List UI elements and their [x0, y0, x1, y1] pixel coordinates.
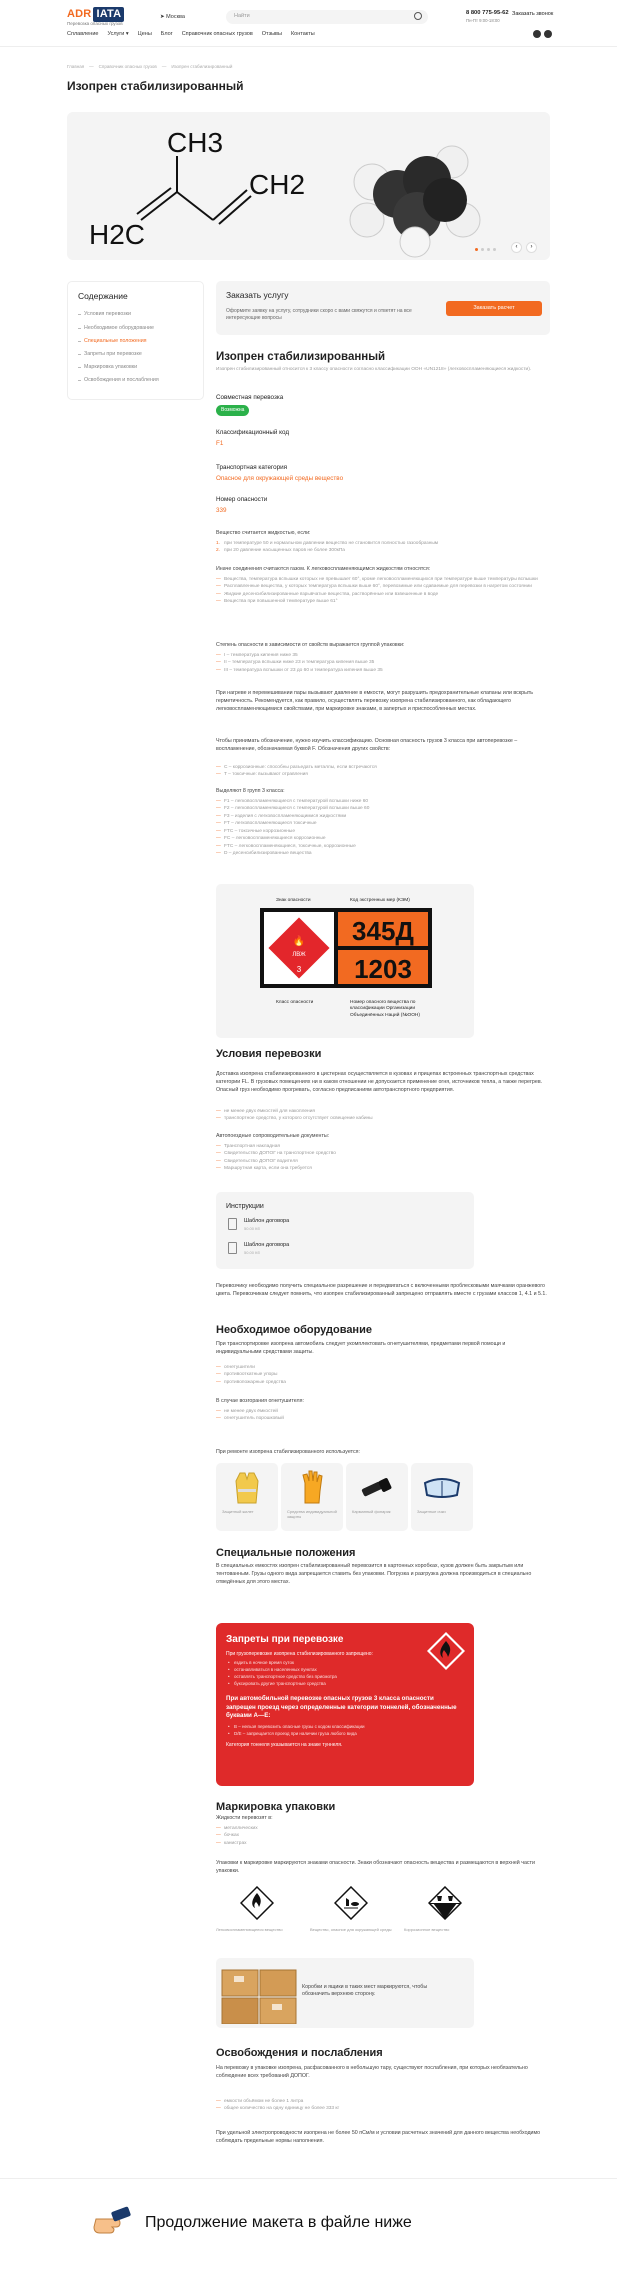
continuation-banner: [0, 2178, 617, 2275]
code-label: Код экстренных мер (КЭМ): [350, 898, 410, 903]
list-item: — I – температура кипения ниже 35: [216, 653, 298, 658]
toc-item-active[interactable]: Специальные положения: [78, 335, 193, 348]
liquid-title: Вещество считается жидкостью, если:: [216, 530, 311, 536]
list-item: — огнетушитель порошковый: [216, 1416, 284, 1422]
list-item: — FC – легковоспламеняющиеся коррозионные: [216, 836, 326, 842]
telegram-icon[interactable]: [544, 30, 552, 38]
marking-text: Упаковки к маркировке маркируются знаками опасности. Знаки обозначают опасность вещества и размещаются в верхней части упаковки.: [216, 1860, 535, 1874]
list-item: — металлических: [216, 1826, 258, 1831]
fire-list: [216, 1408, 550, 1423]
class-label-caption: Класс опасности: [276, 1000, 314, 1005]
vest-icon: [234, 1471, 260, 1505]
phone-number[interactable]: 8 800 775-95-62: [466, 10, 509, 16]
location-icon: ➤: [160, 14, 167, 20]
nav-item[interactable]: Блог: [160, 31, 173, 37]
exemptions-after: При удельной электропроводности изопрена не более 50 пСм/м и условии расчетных значений для данного вещества необходимо соблюдать предельные нормы наполнения.: [216, 2130, 541, 2144]
tagline: Перевозка опасных грузов: [67, 21, 123, 26]
exemptions-title: Освобождения и послабления: [216, 2047, 383, 2059]
list-item: • ездить в ночное время суток: [226, 1660, 464, 1667]
nav-item[interactable]: Цены: [137, 31, 152, 37]
list-item: — F3 – изделия с легковоспламеняющимися жидкостями: [216, 813, 347, 819]
order-calculation-button[interactable]: Заказать расчет: [446, 301, 542, 316]
hazard-number-label: Номер опасности: [216, 496, 268, 503]
instructions-title: Инструкции: [226, 1203, 264, 1210]
list-item: — F1 – легковоспламеняющиеся с температурой вспышки ниже 60: [216, 799, 369, 804]
list-item: — общее количество на одну единицу не более 333 кг: [216, 2106, 340, 2112]
list-item: — емкости объёмом не более 1 литра: [216, 2099, 304, 2104]
list-item: — противооткатные упоры: [216, 1372, 278, 1378]
flashlight-icon: [360, 1475, 394, 1501]
callback-link[interactable]: Заказать звонок: [512, 11, 554, 17]
equipment-card: Защитный жилет: [216, 1463, 278, 1531]
ball-model: [350, 146, 480, 257]
list-item: — Расплавленные вещества, у которых температура вспышки выше 60°, перевозимые или сдаваемые для перевозки в нагретом состоянии: [216, 584, 532, 590]
liquid-list: [216, 540, 550, 555]
danger-list: [216, 764, 550, 779]
slider-dot[interactable]: [475, 248, 478, 251]
breadcrumb-item: Изопрен стабилизированный: [171, 64, 233, 69]
subgroups-title: Выделяют 8 групп 3 класса:: [216, 788, 285, 794]
table-of-contents: [67, 281, 204, 400]
hazard-sign-card: Коррозионное вещество: [404, 1886, 494, 1932]
corrosive-sign-icon: [428, 1886, 462, 1920]
equipment-card: Карманный фонарик: [346, 1463, 408, 1531]
order-service-card: [216, 281, 550, 335]
working-hours: Пн-Пт 9:00-18:00: [466, 18, 500, 23]
formula-right: CH2: [249, 169, 306, 200]
nav-item[interactable]: Справочник опасных грузов: [181, 31, 253, 37]
category-label: Транспортная категория: [216, 464, 288, 471]
marking-title: Маркировка упаковки: [216, 1801, 336, 1813]
list-item: 2. при 20 давление насыщенных паров не более 300кПа: [216, 548, 345, 554]
social-links: [533, 30, 552, 38]
page-title: Изопрен стабилизированный: [67, 79, 244, 93]
list-item: — не менее двух ёмкостей для накопления: [216, 1109, 315, 1114]
marking-list: [216, 1825, 550, 1847]
city-selector[interactable]: ➤ Москва: [160, 14, 185, 20]
section-title: Изопрен стабилизированный: [216, 351, 386, 363]
documents-list: [216, 1143, 550, 1173]
marking-subtitle: Жидкости перевозят в:: [216, 1815, 273, 1821]
joint-label: Совместная перевозка: [216, 394, 284, 401]
other-list: [216, 576, 550, 606]
glove-icon: [299, 1469, 325, 1505]
toc-item[interactable]: Запреты при перевозке: [78, 348, 193, 361]
hazard-number-value: 339: [216, 507, 227, 514]
svg-text:3: 3: [296, 965, 302, 974]
equipment-title: Необходимое оборудование: [216, 1324, 372, 1336]
slider-dot[interactable]: [493, 248, 496, 251]
danger-text: Чтобы принимать обозначение, нужно изучить классификацию. Основная опасность грузов 3 класса при автоперевозке – воспламенение, обозначаемая буквой F. Обозначения других свойств:: [216, 738, 518, 752]
hazard-sign-card: Вещество, опасное для окружающей среды: [310, 1886, 400, 1932]
flammable-diamond-icon: [426, 1631, 466, 1671]
breadcrumb-item[interactable]: Главная: [67, 64, 85, 69]
class-label: Классификационный код: [216, 429, 289, 436]
list-item: — D – десенсибилизированные вещества: [216, 850, 312, 856]
kem-code: 345Д: [352, 916, 414, 946]
list-item: — FTC – легковоспламеняющиеся, токсичные, коррозионные: [216, 843, 356, 849]
site-header: [0, 0, 617, 47]
special-title: Специальные положения: [216, 1547, 356, 1559]
category-value: Опасное для окружающей среды вещество: [216, 475, 344, 482]
list-item: 1. при температуре 50 и нормальном давлении вещество не становится полностью газообразным: [216, 541, 439, 546]
download-link[interactable]: Шаблон договора: [244, 1218, 290, 1224]
order-title: Заказать услугу: [226, 290, 289, 300]
list-item: • B – нельзя перевозить опасные грузы с кодом классификации: [226, 1724, 464, 1731]
list-item: — Вещества, температура вспышки которых не превышает 60°, кроме легковоспламеняющихся при температуре выше температуры вспышки: [216, 577, 538, 582]
sign-label: Знак опасности: [276, 898, 311, 903]
un-number: 1203: [354, 954, 412, 984]
list-item: — FT – легковоспламеняющиеся токсичные: [216, 821, 317, 827]
other-title: Иначе соединения считаются газом. К легковоспламеняющимся жидкостям относятся:: [216, 566, 431, 572]
instructions-panel: [216, 1192, 474, 1269]
degree-list: [216, 652, 550, 674]
list-item: — Транспортная накладная: [216, 1144, 280, 1149]
cardboard-boxes-image: [220, 1962, 298, 2024]
equipment-card: Защитные очки: [411, 1463, 473, 1531]
list-item: — C – коррозионные: способны разъедать металлы, если встречаются: [216, 765, 377, 770]
toc-item[interactable]: Маркировка упаковки: [78, 361, 193, 374]
status-badge: Возможна: [216, 405, 249, 416]
hazard-sign-card: Легковоспламеняющееся вещество: [216, 1886, 306, 1932]
pointing-hand-icon: [90, 2201, 134, 2241]
main-nav: [67, 31, 315, 38]
file-size: 50.00 Кб: [244, 1250, 260, 1255]
list-item: • оставлять транспортное средство без присмотра: [226, 1674, 464, 1681]
environment-sign-icon: [334, 1886, 368, 1920]
equipment-card: Средства индивидуальной защиты: [281, 1463, 343, 1531]
file-size: 50.00 Кб: [244, 1226, 260, 1231]
list-item: • D/E – запрещается проезд при наличии груза любого вида: [226, 1731, 464, 1738]
download-link[interactable]: Шаблон договора: [244, 1242, 290, 1248]
list-item: — Вещества при повышенной температуре выше 61°: [216, 599, 338, 605]
slider-dot[interactable]: [481, 248, 484, 251]
goggles-icon: [423, 1473, 461, 1501]
svg-text:ЛВЖ: ЛВЖ: [292, 952, 306, 958]
list-item: — F2 – легковоспламеняющиеся с температурой вспышки выше 60: [216, 806, 370, 812]
box-marking-text: Коробки и ящики в таких мест маркируются, чтобы обозначить верхнюю сторону.: [302, 1984, 428, 1998]
list-item: — огнетушители: [216, 1365, 255, 1370]
conditions-text: Доставка изопрена стабилизированного в цистернах осуществляется в кузовах и прицепах встроенных транспортных средствах категории FL. В грузовых помещениях ни в каком отношении не допускается применение огня, источников тепла, а также перегрев. Опасный груз необходимо прогревать, согласно предписаниям автотранспортного предприятия.: [216, 1071, 543, 1093]
degree-title: Степень опасности в зависимости от свойств выражается группой упаковки:: [216, 642, 405, 648]
list-item: • останавливаться в населенных пунктах: [226, 1667, 464, 1674]
list-item: • буксировать другие транспортные средства: [226, 1681, 464, 1688]
list-item: — противопожарные средства: [216, 1379, 286, 1385]
document-icon: [228, 1218, 237, 1230]
list-item: — FTC – токсичные коррозионные: [216, 828, 296, 834]
nav-item[interactable]: Контакты: [290, 31, 315, 37]
documents-title: Автопоездные сопроводительные документы:: [216, 1133, 330, 1139]
list-item: — Свидетельство ДОПОГ на транспортное средство: [216, 1151, 336, 1157]
slider-prev-button[interactable]: ‹: [511, 242, 522, 253]
slider-dot[interactable]: [487, 248, 490, 251]
box-marking-panel: [216, 1958, 474, 2028]
formula-left: H2C: [89, 219, 146, 250]
tunnel-warning: При автомобильной перевозке опасных грузов 3 класса опасности запрещен проезд через определенные категории тоннелей, обозначенные буквами A—E:: [226, 1695, 457, 1719]
special-text: В специальных емкостях изопрен стабилизированный перевозится в картонных коробках, кузов должен быть закрытым или тентованным. Грузы одного вида запрещается ставить без упаковки. Погрузка и разгрузка должна производиться в специально отведённых для этого местах.: [216, 1563, 532, 1585]
nav-item[interactable]: Отзывы: [261, 31, 282, 37]
intro-text: Изопрен стабилизированный относится к 3 классу опасности согласно классификации ООН «UN1218» (легковоспламеняющиеся жидкости).: [216, 367, 532, 372]
flammable-sign-icon: [240, 1886, 274, 1920]
vapor-text: При нагреве и перемешивании пары вызывают давление в емкости, могут разрушить предохранительные клапаны или вскрыть герметичность. Рекомендуется, как правило, осуществлять перевозку изопрена стабилизированного, как обладающего легковоспламеняющимися свойствами, при маркировке знаками, в запертых и приспособленных местах.: [216, 690, 534, 712]
logo[interactable]: ADR IATA: [67, 7, 124, 22]
conditions-list: [216, 1108, 550, 1123]
toc-item[interactable]: Условия перевозки: [78, 308, 193, 321]
adr-plate: [260, 908, 432, 988]
toc-item[interactable]: Необходимое оборудование: [78, 322, 193, 335]
conditions-after: Перевозчику необходимо получить специальное разрешение и передвигаться с включенными проблесковыми маячками оранжевого цвета. Перевозчикам следует помнить, что изопрен стабилизированный запрещено отправлять вместе с грузами классов 1, 4.1 и 5.1.: [216, 1283, 547, 1297]
nav-item[interactable]: Услуги ▾: [107, 31, 129, 37]
breadcrumb-item[interactable]: Справочник опасных грузов: [98, 64, 157, 69]
list-item: — T – токсичные: вызывают отравления: [216, 772, 308, 778]
continuation-text: Продолжение макета в файле ниже: [145, 2214, 412, 2231]
list-item: — не менее двух ёмкостей: [216, 1409, 278, 1414]
bans-panel: Запреты при перевозке При грузоперевозке изопрена стабилизированного запрещено: • ездить в ночное время суток • останавливаться в населенных пунктах • оставлять транспортное средство без присмотра • буксировать другие транспортные средства При автомобильной перевозке опасных грузов 3 класса опасности запрещен проезд через определенные категории тоннелей, обозначенные буквами A—E: • B – нельзя перевозить опасные грузы с кодом классификации • D/E – запрещается проезд при наличии груза любого вида Категория тоннеля указывается на знаке туннеля.: [216, 1623, 474, 1786]
list-item: — Жидкие десенсибилизированные взрывчатые вещества, растворённые или взвешенные в воде: [216, 591, 439, 597]
list-item: — III – температура вспышки от 23 до 60 и температура кипения выше 35: [216, 667, 383, 673]
slider-next-button[interactable]: ›: [526, 242, 537, 253]
equipment-after: При ремонте изопрена стабилизированного используется:: [216, 1449, 360, 1455]
fire-title: В случае возгорания огнетушителя:: [216, 1398, 304, 1404]
toc-item[interactable]: Освобождения и послабления: [78, 374, 193, 387]
equipment-text: При транспортировке изопрена автомобиль следует укомплектовать огнетушителями, предметами первой помощи и индивидуальными средствами защиты.: [216, 1341, 506, 1355]
flame-icon: 🔥: [292, 936, 306, 947]
order-text: Оформите заявку на услугу, сотрудники скоро с вами свяжутся и ответят на все интересующие вопросы: [226, 308, 412, 322]
breadcrumb: Главная — Справочник опасных грузов — Изопрен стабилизированный: [67, 64, 233, 69]
document-icon: [228, 1242, 237, 1254]
whatsapp-icon[interactable]: [533, 30, 541, 38]
list-item: — бочках: [216, 1833, 240, 1839]
subgroups-list: [216, 798, 550, 857]
list-item: — II – температура вспышки ниже 23 и температура кипения выше 35: [216, 660, 375, 666]
class-value: F1: [216, 440, 224, 447]
formula-top: CH3: [167, 127, 224, 158]
list-item: — канистрах: [216, 1840, 247, 1846]
conditions-title: Условия перевозки: [216, 1048, 322, 1060]
exemptions-list: [216, 2098, 550, 2113]
list-item: — Маршрутная карта, если она требуется: [216, 1166, 312, 1172]
un-label-caption: Номер опасного вещества по классификации Организации Объединённых Наций (№ООН): [350, 1000, 420, 1018]
list-item: — транспортное средство, у которого отсутствует освещение кабины: [216, 1116, 373, 1122]
hazard-plate-panel: [216, 884, 474, 1038]
molecule-illustration: [67, 112, 550, 260]
search-input[interactable]: Найти: [226, 10, 428, 24]
list-item: — Свидетельство ДОПОГ водителя: [216, 1158, 298, 1164]
nav-item[interactable]: Сплавление: [67, 31, 99, 37]
slider-dots: [475, 248, 496, 251]
search-icon[interactable]: [414, 12, 422, 20]
equipment-list: [216, 1364, 550, 1386]
toc-title: Содержание: [78, 291, 128, 301]
hero-slider: [67, 112, 550, 260]
bans-title: Запреты при перевозке: [226, 1634, 344, 1645]
exemptions-text: На перевозку в упаковке изопрена, расфасованного в небольшую тару, существуют послабления, при которых необязательно соблюдение всех требований ДОПОГ.: [216, 2065, 528, 2079]
